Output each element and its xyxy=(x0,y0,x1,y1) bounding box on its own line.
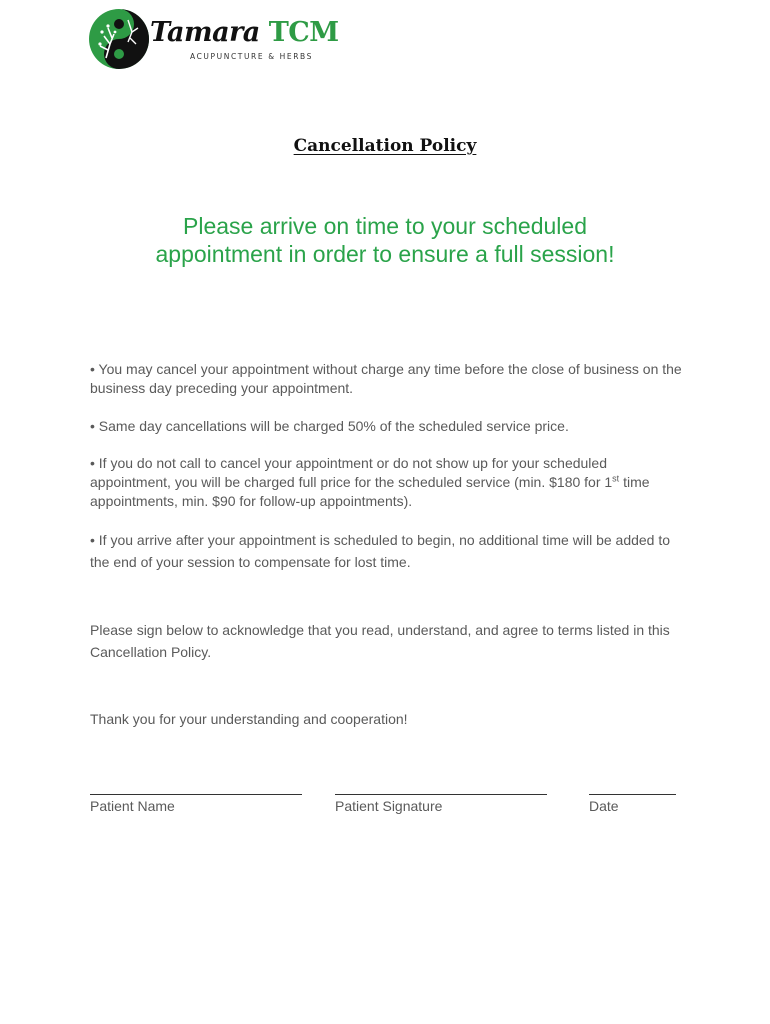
date-line[interactable] xyxy=(589,794,676,795)
policy-bullet-late-arrival: • If you arrive after your appointment is scheduled to begin, no additional time will be added to the end of your session to compensate for lost time. xyxy=(90,532,671,570)
yin-yang-tree-logo-icon xyxy=(88,8,150,70)
ordinal-superscript: st xyxy=(612,473,620,484)
patient-signature-label: Patient Signature xyxy=(335,798,443,814)
logo-name-accent: TCM xyxy=(268,17,339,48)
policy-bullet-cancel-before: • You may cancel your appointment without charge any time before the close of business on the business day preceding your appointment. xyxy=(90,361,682,396)
policy-bullet-no-show xyxy=(90,454,690,511)
logo-wordmark xyxy=(150,18,339,48)
patient-signature-line[interactable] xyxy=(335,794,547,795)
patient-name-label: Patient Name xyxy=(90,798,175,814)
company-logo xyxy=(88,8,339,70)
logo-name-main: Tamara xyxy=(150,17,269,48)
acknowledge-text: Please sign below to acknowledge that you read, understand, and agree to terms listed in this Cancellation Policy. xyxy=(90,622,670,660)
policy-bullet-same-day: • Same day cancellations will be charged 50% of the scheduled service price. xyxy=(90,418,569,434)
arrival-headline: Please arrive on time to your scheduled appointment in order to ensure a full session! xyxy=(155,213,615,267)
date-label: Date xyxy=(589,798,619,814)
no-show-text-part1: • If you do not call to cancel your appointment or do not show up for your scheduled appointment, you will be charged full price for the scheduled service (min. $180 for 1 xyxy=(90,455,613,490)
no-show-text-part2: time appointments, min. $90 for follow-up appointments). xyxy=(90,474,650,509)
patient-name-line[interactable] xyxy=(90,794,302,795)
page-title: Cancellation Policy xyxy=(293,136,477,156)
logo-tagline: ACUPUNCTURE & HERBS xyxy=(190,52,313,61)
thanks-text: Thank you for your understanding and cooperation! xyxy=(90,711,408,727)
